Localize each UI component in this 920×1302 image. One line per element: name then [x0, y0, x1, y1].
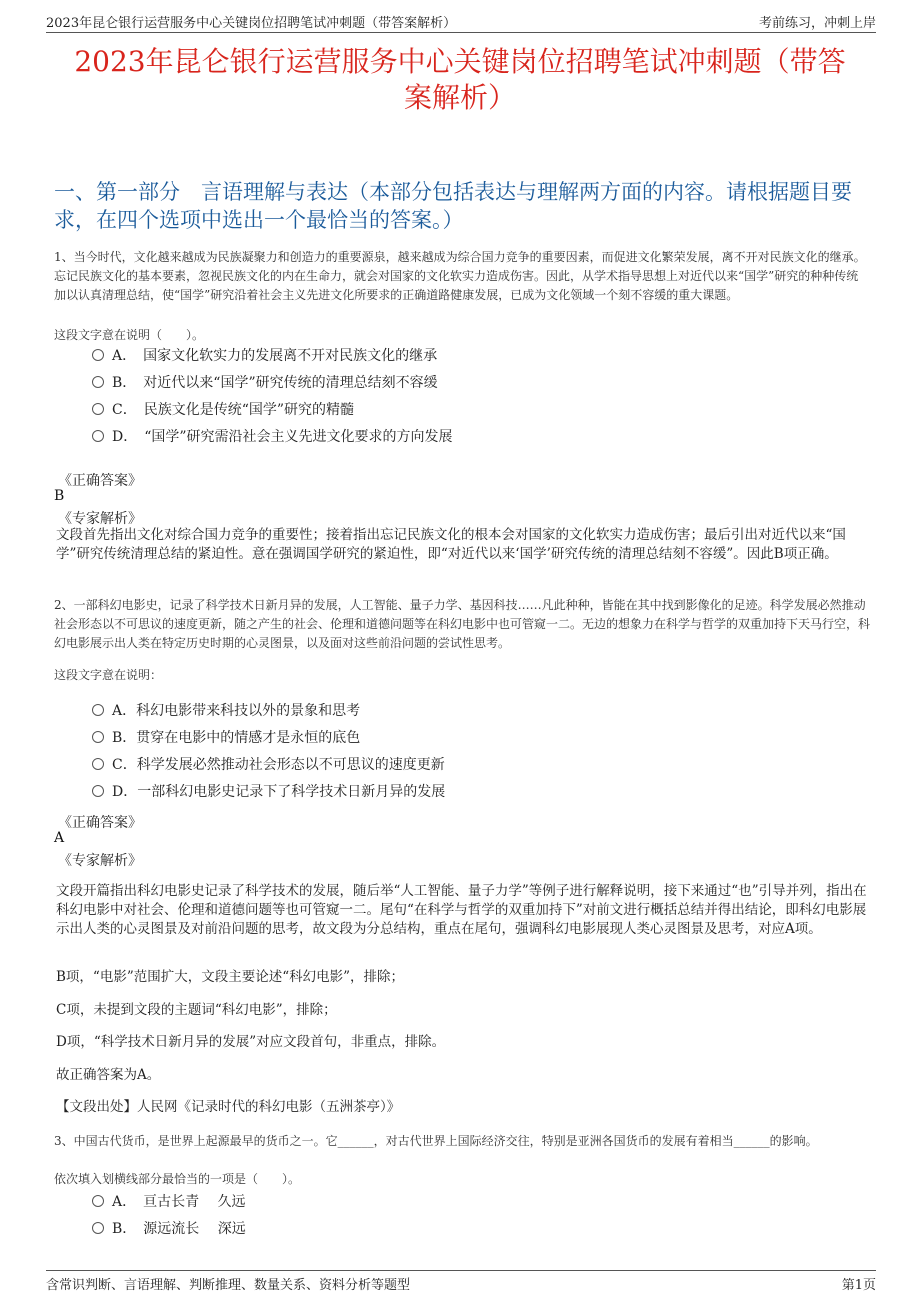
- option-label: A． 亘古长青 久远: [112, 1194, 246, 1210]
- option-label: A．科幻电影带来科技以外的景象和思考: [112, 703, 361, 719]
- radio-icon[interactable]: [92, 1195, 104, 1207]
- header-title: 2023年昆仑银行运营服务中心关键岗位招聘笔试冲刺题（带答案解析）: [46, 16, 457, 31]
- document-title: [40, 44, 880, 116]
- q2-option-c[interactable]: [92, 755, 445, 775]
- q2-text: 2、一部科幻电影史，记录了科学技术日新月异的发展，人工智能、量子力学、基因科技……凡此种种，皆能在其中找到影像化的足迹。科学发展必然推动社会形态以不可思议的速度更新，随之产生的社会、伦理和道德问题等在科幻电影中也可管窥一二。无边的想象力在科学与哲学的双重加持下天马行空，科幻电影展示出人类在特定历史时期的心灵图景，以及面对这些前沿问题的尝试性思考。: [54, 598, 871, 650]
- title-line-2: 案解析）: [403, 81, 516, 114]
- q1-option-c[interactable]: [92, 400, 354, 420]
- q2-analysis-label: 《专家解析》: [58, 853, 142, 869]
- q1-option-d[interactable]: [92, 427, 453, 447]
- radio-icon[interactable]: [92, 349, 104, 361]
- option-label: C． 民族文化是传统“国学”研究的精髓: [112, 402, 355, 418]
- q1-analysis: 文段首先指出文化对综合国力竞争的重要性；接着指出忘记民族文化的根本会对国家的文化软实力造成伤害；最后引出对近代以来“国学”研究传统清理总结的紧迫性。意在强调国学研究的紧迫性，即“对近代以来‘国学’研究传统的清理总结刻不容缓”。因此B项正确。: [56, 527, 846, 562]
- q1-option-a[interactable]: [92, 346, 437, 366]
- page-number: 第1页: [841, 1278, 876, 1293]
- option-label: B． 源远流长 深远: [112, 1221, 246, 1237]
- page-header: [46, 10, 876, 33]
- section-heading: 一、第一部分 言语理解与表达（本部分包括表达与理解两方面的内容。请根据题目要求，在四个选项中选出一个最恰当的答案。）: [54, 180, 852, 232]
- radio-icon[interactable]: [92, 403, 104, 415]
- q3-text: 3、中国古代货币，是世界上起源最早的货币之一。它______，对古代世界上国际经济交往，特别是亚洲各国货币的发展有着相当______的影响。: [54, 1134, 818, 1148]
- header-slogan: 考前练习，冲刺上岸: [758, 16, 876, 31]
- q2-source: 【文段出处】人民网《记录时代的科幻电影（五洲茶亭）》: [56, 1099, 401, 1115]
- q3-stem: 依次填入划横线部分最恰当的一项是（ ）。: [54, 1172, 301, 1186]
- q2-answer-label: 《正确答案》: [58, 815, 142, 831]
- option-label: B． 对近代以来“国学”研究传统的清理总结刻不容缓: [112, 375, 438, 391]
- radio-icon[interactable]: [92, 785, 104, 797]
- q1-analysis-label: 《专家解析》: [58, 511, 142, 527]
- radio-icon[interactable]: [92, 430, 104, 442]
- q3-option-a[interactable]: [92, 1192, 246, 1212]
- q2-option-b[interactable]: [92, 728, 360, 748]
- q1-option-b[interactable]: [92, 373, 438, 393]
- option-label: B．贯穿在电影中的情感才是永恒的底色: [112, 730, 361, 746]
- radio-icon[interactable]: [92, 704, 104, 716]
- q2-conclusion: 故正确答案为A。: [56, 1067, 161, 1083]
- radio-icon[interactable]: [92, 376, 104, 388]
- q2-answer: A: [54, 830, 65, 846]
- q2-option-d[interactable]: [92, 782, 445, 802]
- page-footer: [46, 1270, 876, 1295]
- q1-answer: B: [54, 488, 65, 504]
- option-label: C．科学发展必然推动社会形态以不可思议的速度更新: [112, 757, 445, 773]
- option-label: D． “国学”研究需沿社会主义先进文化要求的方向发展: [112, 429, 453, 445]
- q1-answer-label: 《正确答案》: [58, 473, 142, 489]
- radio-icon[interactable]: [92, 731, 104, 743]
- q2-c-note: C项，未提到文段的主题词“科幻电影”，排除；: [56, 1002, 337, 1018]
- radio-icon[interactable]: [92, 1222, 104, 1234]
- q1-text: 1、当今时代，文化越来越成为民族凝聚力和创造力的重要源泉，越来越成为综合国力竞争的重要因素，而促进文化繁荣发展，离不开对民族文化的继承。忘记民族文化的基本要素，忽视民族文化的内在生命力，就会对国家的文化软实力造成伤害。因此，从学术指导思想上对近代以来“国学”研究的种种传统加以认真清理总结，使“国学”研究沿着社会主义先进文化所要求的正确道路健康发展，已成为文化领域一个刻不容缓的重大课题。: [54, 250, 866, 302]
- q2-stem: 这段文字意在说明：: [54, 668, 163, 682]
- q2-option-a[interactable]: [92, 701, 360, 721]
- q2-b-note: B项，“电影”范围扩大，文段主要论述“科幻电影”，排除；: [56, 969, 405, 985]
- option-label: A． 国家文化软实力的发展离不开对民族文化的继承: [112, 348, 438, 364]
- footer-description: 含常识判断、言语理解、判断推理、数量关系、资料分析等题型: [46, 1278, 411, 1293]
- q1-stem: 这段文字意在说明（ ）。: [54, 328, 205, 342]
- q2-d-note: D项，“科学技术日新月异的发展”对应文段首句，非重点，排除。: [56, 1034, 446, 1050]
- q2-analysis: 文段开篇指出科幻电影史记录了科学技术的发展，随后举“人工智能、量子力学”等例子进行解释说明，接下来通过“也”引导并列，指出在科幻电影中对社会、伦理和道德问题等也可管窥一二。尾句“在科学与哲学的双重加持下”对前文进行概括总结并得出结论，即科幻电影展示出人类的心灵图景及对前沿问题的思考，故文段为分总结构，重点在尾句，强调科幻电影展现人类心灵图景及思考，对应A项。: [56, 883, 867, 937]
- option-label: D．一部科幻电影史记录下了科学技术日新月异的发展: [112, 784, 446, 800]
- radio-icon[interactable]: [92, 758, 104, 770]
- title-line-1: 2023年昆仑银行运营服务中心关键岗位招聘笔试冲刺题（带答: [74, 45, 846, 78]
- q3-option-b[interactable]: [92, 1219, 246, 1239]
